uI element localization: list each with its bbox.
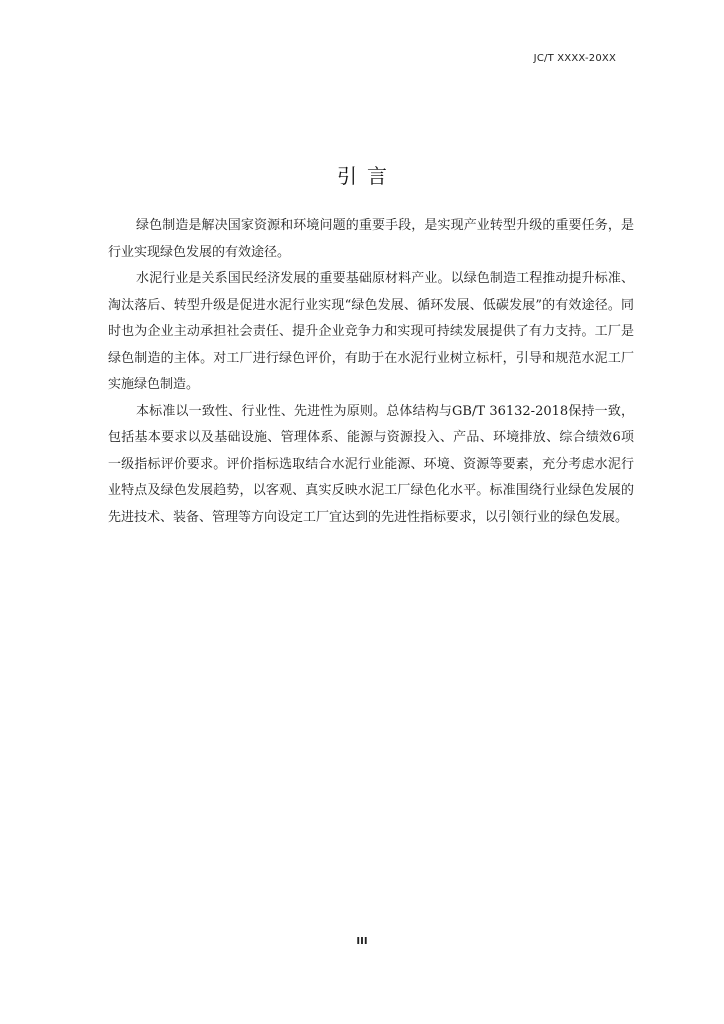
paragraph-1: 绿色制造是解决国家资源和环境问题的重要手段，是实现产业转型升级的重要任务，是行业实现绿色发展的有效途径。 (108, 218, 634, 260)
standard-code: JC/T XXXX-20XX (533, 53, 616, 64)
paragraph-2: 水泥行业是关系国民经济发展的重要基础原材料产业。以绿色制造工程推动提升标准、淘汰落后、转型升级是促进水泥行业实现“绿色发展、循环发展、低碳发展”的有效途径。同时也为企业主动承担社会责任、提升企业竞争力和实现可持续发展提供了有力支持。工厂是绿色制造的主体。对工厂进行绿色评价，有助于在水泥行业树立标杆，引导和规范水泥工厂实施绿色制造。 (108, 271, 634, 392)
page-title: 引言 (337, 164, 397, 188)
paragraph-3: 本标准以一致性、行业性、先进性为原则。总体结构与GB/T 36132-2018保持一致，包括基本要求以及基础设施、管理体系、能源与资源投入、产品、环境排放、综合绩效6项一级指标评价要求。评价指标选取结合水泥行业能源、环境、资源等要素，充分考虑水泥行业特点及绿色发展趋势，以客观、真实反映水泥工厂绿色化水平。标准围绕行业绿色发展的先进技术、装备、管理等方向设定工厂宜达到的先进性指标要求，以引领行业的绿色发展。 (108, 403, 634, 525)
body-text (108, 213, 634, 531)
page-number: III (356, 936, 368, 947)
